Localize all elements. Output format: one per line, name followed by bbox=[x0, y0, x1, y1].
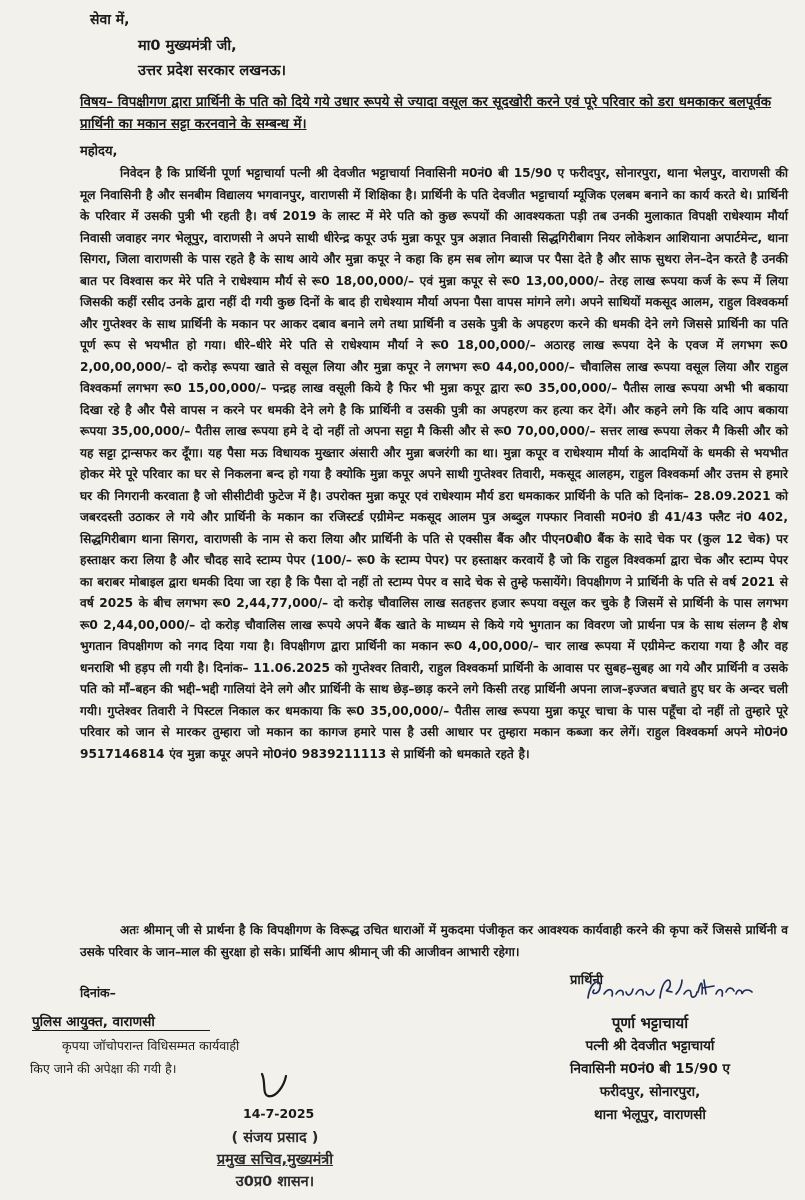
applicant-signature bbox=[580, 970, 770, 1010]
official-initials bbox=[250, 1068, 300, 1102]
stamp-title: प्रमुख सचिव,मुख्यमंत्री bbox=[216, 1152, 334, 1168]
subject-line: विषय– विपक्षीगण द्वारा प्रार्थिनी के पति को दिये गये उधार रूपये से ज्यादा वसूल कर सूदखोरी करने एवं पूरे परिवार को डरा धमकाकर बलपूर्वक प्रार्थिनी का मकान सट्टा करनवाने के सम्बन्ध में। bbox=[80, 95, 772, 132]
endorsement-to bbox=[32, 1012, 210, 1030]
applicant-address-3: थाना भेलूपुर, वाराणसी bbox=[594, 1107, 706, 1123]
stamp-office: उ0प्र0 शासन। bbox=[235, 1174, 315, 1190]
applicant-name: पूर्णा भट्टाचार्या bbox=[611, 1014, 689, 1032]
recipient: मा0 मुख्यमंत्री जी, bbox=[138, 38, 237, 54]
applicant-relation: पत्नी श्री देवजीत भट्टाचार्या bbox=[585, 1038, 715, 1054]
endorsement-line-1: कृपया जॉचोपरान्त विधिसम्मत कार्यवाही bbox=[62, 1038, 240, 1053]
recipient-office: उत्तर प्रदेश सरकार लखनऊ। bbox=[138, 63, 287, 79]
official-stamp bbox=[195, 1127, 355, 1193]
stamp-name: ( संजय प्रसाद ) bbox=[231, 1130, 319, 1146]
applicant-block bbox=[500, 1012, 800, 1127]
applicant-address-1: निवासिनी म0नं0 बी 15/90 ए bbox=[570, 1061, 730, 1077]
endorsement-line-2: किए जाने की अपेक्षा की गयी है। bbox=[30, 1061, 177, 1076]
endorsement-date: 14-7-2025 bbox=[243, 1106, 315, 1121]
prayer-paragraph: अतः श्रीमान् जी से प्रार्थना है कि विपक्षीगण के विरूद्ध उचित धाराओं में मुकदमा पंजीकृत कर आवश्यक कार्यवाही करने की कृपा करें जिससे प्रार्थिनी व उसके परिवार के जान–माल की सुरक्षा हो सके। प्रार्थिनी आप श्रीमान् जी की आजीवन आभारी रहेगा। bbox=[80, 923, 788, 959]
greeting: महोदय, bbox=[80, 144, 118, 159]
applicant-address-2: फरीदपुर, सोनारपुरा, bbox=[599, 1084, 701, 1100]
endorsement-to-text: पुलिस आयुक्त, वाराणसी bbox=[32, 1014, 210, 1031]
salutation: सेवा में, bbox=[90, 12, 130, 28]
letter-body: निवेदन है कि प्रार्थिनी पूर्णा भट्टाचार्या पत्नी श्री देवजीत भट्टाचार्या निवासिनी म0नं0 बी 15/90 ए फरीदपुर, सोनारपुरा, थाना भेलपुर, वाराणसी की मूल निवासिनी है और सनबीम विद्यालय भगवानपुर, वाराणसी में शिक्षिका है। प्रार्थिनी के पति देवजीत भट्टाचार्या म्यूजिक एलबम बनाने का कार्य करते थे। प्रार्थिनी के परिवार में उसकी पुत्री भी रहती है। वर्ष 2019 के लास्ट में मेरे पति को कुछ रूपयों की आवश्यकता पड़ी तब उनकी मुलाकात विपक्षी राधेश्याम मौर्या निवासी जवाहर नगर भेलूपुर, वाराणसी ने अपने साथी धीरेन्द्र कपूर उर्फ मुन्ना कपूर पुत्र अज्ञात निवासी सिद्धगिरीबाग नियर लोकेशन आशियाना अपार्टमेन्ट, थाना सिगरा, जिला वाराणसी के पास रहते है के साथ आये और मुन्ना कपूर ने कहा कि हम सब लोग ब्याज पर पैसा देते है और साफ सुथरा लेन–देन करते है उनकी बात पर विश्वास कर मेरे पति ने राधेश्याम मौर्य से रू0 18,00,000/– एवं मुन्ना कपूर से रू0 13,00,000/– तेरह लाख रूपया कर्ज के रूप में लिया जिसकी कहीं रसीद उनके द्वारा नहीं दी गयी कुछ दिनों के बाद ही राधेश्याम मौर्या अपना पैसा वापस मांगने लगे। अपने साथियों मकसूद आलम, राहुल विश्वकर्मा और गुप्तेश्वर के साथ प्रार्थिनी के मकान पर आकर दबाव बनाने लगे तथा प्रार्थिनी व उसके पुत्री के अपहरण करने की धमकी देने लगे जिससे प्रार्थिनी का पति पूर्ण रूप से भयभीत हो गया। धीरे–धीरे मेरे पति से राधेश्याम मौर्या ने रू0 18,00,000/– अठारह लाख रूपया देने के एवज में लगभग रू0 2,00,00,000/– दो करोड़ रूपया खाते से वसूल लिया और मुन्ना कपूर ने लगभग रू0 44,00,000/– चौवालिस लाख रूपया वसूल लिया और राहुल विश्वकर्मा लगभग रू0 15,00,000/– पन्द्रह लाख वसूली किये है फिर भी मुन्ना कपूर द्वारा रू0 35,00,000/– पैतीस लाख रूपया अभी भी बकाया दिखा रहे है और पैसे वापस न करने पर धमकी देने लगे है कि प्रार्थिनी व उसकी पुत्री का अपहरण कर हत्या कर देगें। और कहने लगे कि यदि आप बकाया रूपया 35,00,000/– पैतीस लाख रूपया हमे दे दो नहीं तो अपना सट्टा मै किसी और से रू0 70,00,000/– सत्तर लाख रूपया लेकर मै किसी और को यह सट्टा ट्रान्सफर कर दूँगा। यह पैसा मऊ विधायक मुख्तार अंसारी और मुन्ना बजरंगी का था। मुन्ना कपूर व राधेश्याम मौर्या के आदमियों के धमकी से भयभीत होकर मेरे पूरे परिवार का घर से निकलना बन्द हो गया है क्योकि मुन्ना कपूर अपने साथी गुप्तेश्वर तिवारी, मकसूद आलहम, राहुल विश्वकर्मा और उत्तम से हमारे घर की निगरानी करवाता है जो सीसीटीवी फुटेज में है। उपरोक्त मुन्ना कपूर एवं राधेश्याम मौर्य डरा धमकाकर प्रार्थिनी के पति को दिनांक– 28.09.2021 को जबरदस्ती उठाकर ले गये और प्रार्थिनी के मकान का रजिस्टर्ड एग्रीमेन्ट मकसूद आलम पुत्र अब्दुल गफ्फार निवासी म0नं0 डी 41/43 फ्लैट नं0 402, सिद्धगिरीबाग थाना सिगरा, वाराणसी के नाम से करा लिया और प्रार्थिनी के पति से एक्सीस बैंक और पीएन0बी0 बैंक के सादे चेक पर (कुल 12 चेक) पर हस्ताक्षर करा लिया है और चौदह सादे स्टाम्प पेपर (100/– रू0 के स्टाम्प पेपर) पर हस्ताक्षर करवायें है जो कि राहुल विश्वकर्मा द्वारा चेक और स्टाम्प पेपर का बराबर मोबाइल द्वारा धमकी दिया जा रहा है कि पैसा दो नहीं तो स्टाम्प पेपर व सादे चेक से तुम्हे फसायेंगे। विपक्षीगण ने प्रार्थिनी के पति से वर्ष 2021 से वर्ष 2025 के बीच लगभग रू0 2,44,77,000/– दो करोड़ चौवालिस लाख सतहत्तर हजार रूपया वसूल कर चुके है जिसमें से प्रार्थिनी के पास लगभग रू0 2,44,00,000/– दो करोड़ चौवालिस लाख रूपये अपने बैंक खाते के माध्यम से किये गये भुगतान का विवरण जो प्रार्थना पत्र के साथ संलग्न है शेष भुगतान विपक्षीगण को नगद दिया गया है। विपक्षीगण द्वारा प्रार्थिनी का मकान रू0 4,00,000/– चार लाख रूपया में एग्रीमेन्ट कराया गया है और वह धनराशि भी हड़प ली गयी है। दिनांक– 11.06.2025 को गुप्तेश्वर तिवारी, राहुल विश्वकर्मा प्रार्थिनी के आवास पर सुबह–सुबह आ गये और प्रार्थिनी व उसके पति को माँ–बहन की भद्दी–भद्दी गालियां देने लगे और प्रार्थिनी के साथ छेड़–छाड़ करने लगे किसी तरह प्रार्थिनी अपना लाज–इज्जत बचाते हुए घर के अन्दर चली गयी। गुप्तेश्वर तिवारी ने पिस्टल निकाल कर धमकाया कि रू0 35,00,000/– पैतीस लाख रूपया मुन्ना कपूर चाचा के पास पहूँचा दो नहीं तो तुम्हारे पूरे परिवार को जान से मारकर तुम्हारा जो मकान का कागज हमारे पास है उसी आधार पर तुम्हारा मकान कब्जा कर लेगें। राहुल विश्वकर्मा अपने मो0नं0 9517146814 एंव मुन्ना कपूर अपने मो0नं0 9839211113 से प्रार्थिनी को धमकाते रहते है। bbox=[80, 166, 788, 761]
date-label: दिनांक– bbox=[80, 985, 116, 1000]
applicant-label: प्रार्थिनी bbox=[570, 973, 604, 988]
